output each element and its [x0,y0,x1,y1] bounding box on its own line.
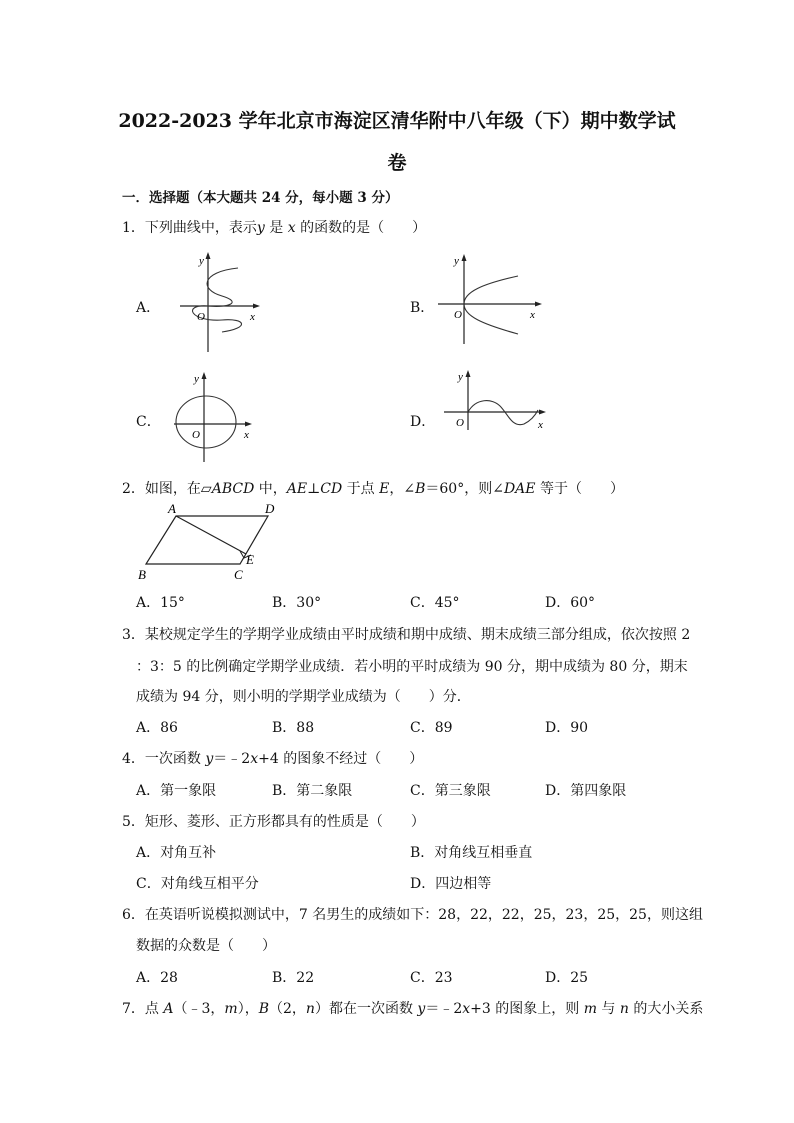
q4-text-3: +4 的图象不经过（ ） [258,751,424,767]
q7-text-3: ）， [237,1001,259,1017]
q4-var-x: x [250,751,259,767]
q1-option-c-label: C． [136,414,161,430]
section-heading: 一．选择题（本大题共 24 分，每小题 3 分） [122,190,399,206]
q7-var-n2: n [619,1001,629,1017]
q7-text-4: （2， [269,1001,306,1017]
q1-graph-b [432,248,552,356]
q1-option-d-label: D． [410,414,436,430]
q6-line-2: 数据的众数是（ ） [136,938,276,954]
q2-label-c: C [234,567,243,582]
q6-option-a: A．28 [136,970,178,986]
q4-text-1: 一次函数 [144,751,206,767]
q4-option-d: D．第四象限 [545,783,627,799]
q1-d-x-label: x [538,419,543,431]
q5-option-a: A．对角互补 [136,845,217,861]
q3-option-d: D．90 [545,720,589,736]
q4-option-c: C．第三象限 [410,783,491,799]
q2-option-b: B．30° [272,595,322,611]
q7-var-y: y [417,1001,426,1017]
q5-option-d: D．四边相等 [410,876,492,892]
q1-graph-a [160,248,270,356]
q7-text-6: ＝﹣2 [425,1001,463,1017]
q2-text-6: ＝60°，则∠ [425,481,504,497]
q7-var-n: n [305,1001,315,1017]
q3-line-2: ：3：5 的比例确定学期学业成绩．若小明的平时成绩为 90 分，期中成绩为 80 分，期末 [136,659,688,675]
q5-stem: 5．矩形、菱形、正方形都具有的性质是（ ） [122,814,425,830]
q1-var-x: x [287,220,296,236]
q1-c-origin-label: O [192,429,200,441]
q2-abcd: ABCD [211,481,255,497]
q7-text-2: （﹣3， [173,1001,225,1017]
q5-option-b: B．对角线互相垂直 [410,845,533,861]
q1-text-mid: 是 [264,220,288,236]
q3-option-c: C．89 [410,720,453,736]
q2-label-b: B [138,567,146,582]
q1-a-y-label: y [199,255,204,267]
q7-text-7: +3 的图象上，则 [470,1001,584,1017]
q1-text-pre: 下列曲线中，表示 [144,220,257,236]
page-title-line1: 2022-2023 学年北京市海淀区清华附中八年级（下）期中数学试 [118,110,676,132]
page-title-line2: 卷 [387,152,407,174]
q5-option-c: C．对角线互相平分 [136,876,259,892]
q3-line-1: 3．某校规定学生的学期学业成绩由平时成绩和期中成绩、期末成绩三部分组成，依次按照 2 [122,627,691,643]
q2-text-5: ，∠ [389,481,416,497]
q4-option-a: A．第一象限 [136,783,217,799]
q6-option-c: C．23 [410,970,453,986]
q1-option-a-label: A． [136,300,161,316]
q4-text-2: ＝﹣2 [213,751,251,767]
q2-option-d: D．60° [545,595,596,611]
q2-e: E [379,481,390,497]
q6-line-1: 6．在英语听说模拟测试中，7 名男生的成绩如下：28，22，22，25，23，25，25，则这组 [122,907,703,923]
q2-option-c: C．45° [410,595,460,611]
q7-var-m2: m [583,1001,597,1017]
q3-option-a: A．86 [136,720,178,736]
q6-option-d: D．25 [545,970,589,986]
q1-number: 1． [122,220,145,236]
q3-line-3: 成绩为 94 分，则小明的学期学业成绩为（ ）分． [136,689,471,705]
q1-var-y: y [256,220,265,236]
q2-cd: CD [320,481,343,497]
q1-b-y-label: y [454,255,459,267]
q2-label-d: D [265,501,275,516]
q2-label-e: E [246,552,254,567]
q3-option-b: B．88 [272,720,315,736]
q1-b-origin-label: O [454,309,462,321]
q2-text-1: 如图，在▱ [144,481,212,497]
q2-text-2: 中， [254,481,287,497]
q1-c-x-label: x [244,429,249,441]
q2-number: 2． [122,481,145,497]
q7-var-m: m [224,1001,238,1017]
question-1-stem [122,217,426,237]
q2-perp: ⊥ [307,481,321,497]
q1-a-origin-label: O [197,311,205,323]
q2-label-a: A [168,501,176,516]
q1-d-origin-label: O [456,417,464,429]
q7-var-x: x [462,1001,471,1017]
q1-graph-c [172,368,262,466]
question-4-stem [122,748,423,768]
q1-a-x-label: x [250,311,255,323]
q4-number: 4． [122,751,145,767]
question-2-stem [122,478,624,498]
q6-option-b: B．22 [272,970,315,986]
q2-dae: DAE [503,481,536,497]
q1-option-b-label: B． [410,300,435,316]
q7-text-1: 点 [144,1001,164,1017]
q2-b: B [415,481,426,497]
q4-option-b: B．第二象限 [272,783,353,799]
q7-text-8: 与 [596,1001,620,1017]
q1-b-x-label: x [530,309,535,321]
q2-ae: AE [286,481,308,497]
q2-text-7: 等于（ ） [535,481,624,497]
q2-parallelogram-figure [132,500,292,586]
q7-point-a: A [163,1001,174,1017]
q2-option-a: A．15° [136,595,185,611]
q4-var-y: y [205,751,214,767]
q1-c-y-label: y [194,373,199,385]
q1-text-post: 的函数的是（ ） [295,220,427,236]
q7-text-5: ）都在一次函数 [314,1001,418,1017]
q7-text-9: 的大小关系 [628,1001,704,1017]
q1-d-y-label: y [458,371,463,383]
q7-number: 7． [122,1001,145,1017]
question-7-stem [122,998,703,1018]
q7-point-b: B [258,1001,269,1017]
q2-text-4: 于点 [342,481,380,497]
q1-graph-d [442,368,552,434]
